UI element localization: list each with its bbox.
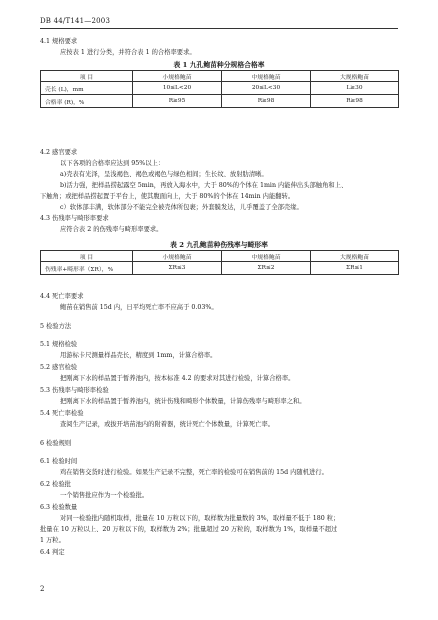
table2-header-cell: 中规格鲍苗 bbox=[222, 251, 311, 262]
paragraph: a)壳表有光泽，呈浅褐色、褐色或褐色与绿色相间；生长纹、放射肋清晰。 bbox=[60, 171, 268, 178]
section-heading: 6 检验规则 bbox=[40, 440, 72, 447]
paragraph: 查阅生产记录，或拔开培苗池内的附着器，统计死亡个体数量，计算死亡率。 bbox=[60, 421, 275, 428]
table2-header-cell: 项 目 bbox=[41, 251, 133, 262]
section-heading: 6.1 检验时间 bbox=[40, 458, 78, 465]
paragraph: 批量在 10 万粒以上、20 万粒以下的，取样数为 2%；批量超过 20 万粒的，取样数为 1%，取样量不超过 bbox=[40, 526, 338, 533]
paragraph: 把刚离下水的样品置于暂养池内，按本标准 4.2 的要求对其进行检验，计算合格率。 bbox=[60, 375, 295, 382]
paragraph: 用游标卡尺测量样品壳长，精度到 1mm，计算合格率。 bbox=[60, 352, 217, 359]
section-heading: 5.4 死亡率检验 bbox=[40, 410, 84, 417]
paragraph: c）软体部丰满，软体部分不能完全被壳体所包裹；外套膜发达，儿乎覆盖了全部壳缘。 bbox=[60, 204, 303, 211]
page-number: 2 bbox=[40, 585, 45, 593]
section-heading: 4.2 感官要求 bbox=[40, 149, 78, 156]
table-cell: L≥30 bbox=[311, 82, 399, 95]
section-heading: 5 检验方法 bbox=[40, 323, 72, 330]
paragraph: 应按表 1 进行分类，并符合表 1 的合格率要求。 bbox=[60, 49, 196, 56]
paragraph: 鲍苗在销售前 15d 内，日平均死亡率不应高于 0.03%。 bbox=[60, 304, 218, 311]
table-cell: ΣR≤1 bbox=[311, 262, 399, 275]
table1-header-cell: 项 目 bbox=[41, 71, 133, 82]
table-cell: 10≤L<20 bbox=[133, 82, 222, 95]
table-cell: 合格率 (R)，% bbox=[41, 95, 133, 108]
table2-header-cell: 小规格鲍苗 bbox=[133, 251, 222, 262]
table-cell: ΣR≤3 bbox=[133, 262, 222, 275]
table1-header-row bbox=[41, 71, 399, 82]
paragraph: 把刚离下水的样品置于暂养池内，统计伤残和畸形个体数量，计算伤残率与畸形率之和。 bbox=[60, 398, 306, 405]
section-heading: 4.1 规格要求 bbox=[40, 38, 78, 45]
table-row bbox=[41, 82, 399, 95]
paragraph: 以下各项的合格率应达到 95%以上： bbox=[60, 160, 165, 167]
paragraph: b)活力强，把样品捞起露空 5min，再放入海水中，大于 80%的个体在 1min 内能伸出头部触角和上、 bbox=[60, 182, 348, 189]
table1-header-cell: 大规格鲍苗 bbox=[311, 71, 399, 82]
table-cell: 20≤L<30 bbox=[222, 82, 311, 95]
table2-header-cell: 大规格鲍苗 bbox=[311, 251, 399, 262]
paragraph: 1 万粒。 bbox=[40, 537, 65, 544]
table2-caption: 表 2 九孔鲍苗种伤残率与畸形率 bbox=[170, 241, 268, 249]
section-heading: 6.2 检验批 bbox=[40, 481, 71, 488]
table1-header-cell: 中规格鲍苗 bbox=[222, 71, 311, 82]
section-heading: 5.3 伤残率与畸形率检验 bbox=[40, 387, 109, 394]
paragraph: 下触角；或把样品捞起置于平台上，使其腹面向上，大于 80%的个体在 14min 内能翻转。 bbox=[40, 193, 295, 200]
table-cell: ΣR≤2 bbox=[222, 262, 311, 275]
section-heading: 5.1 规格检验 bbox=[40, 341, 78, 348]
table-row bbox=[41, 262, 399, 275]
table-cell: 伤残率+畸形率（ΣR），% bbox=[41, 262, 133, 275]
paragraph: 对同一检验批内随机取样，批量在 10 万粒以下的，取样数为批量数的 3%，取样量不低于 180 粒； bbox=[60, 515, 340, 522]
section-heading: 6.3 检验数量 bbox=[40, 504, 78, 511]
section-heading: 4.4 死亡率要求 bbox=[40, 293, 84, 300]
header-rule bbox=[40, 28, 398, 29]
table2 bbox=[40, 250, 399, 275]
table1-header-cell: 小规格鲍苗 bbox=[133, 71, 222, 82]
paragraph: 一个销售批应作为一个检验批。 bbox=[60, 492, 149, 499]
section-heading: 6.4 判定 bbox=[40, 549, 65, 556]
table2-header-row bbox=[41, 251, 399, 262]
table1-caption: 表 1 九孔鲍苗种分规格合格率 bbox=[173, 61, 265, 69]
table1 bbox=[40, 70, 399, 108]
paragraph: 鸡在销售交货时进行检验。如果生产记录不完整，死亡率的检验可在销售前的 15d 内随机进行。 bbox=[60, 469, 328, 476]
table-cell: R≥95 bbox=[133, 95, 222, 108]
paragraph: 应符合表 2 的伤残率与畸形率要求。 bbox=[60, 226, 163, 233]
document-code: DB 44/T141—2003 bbox=[40, 17, 111, 25]
table-cell: R≥98 bbox=[311, 95, 399, 108]
section-heading: 5.2 感官检验 bbox=[40, 364, 78, 371]
table-cell: R≥98 bbox=[222, 95, 311, 108]
table-row bbox=[41, 95, 399, 108]
section-heading: 4.3 伤残率与畸形率要求 bbox=[40, 215, 109, 222]
table-cell: 壳长 (L)，mm bbox=[41, 82, 133, 95]
